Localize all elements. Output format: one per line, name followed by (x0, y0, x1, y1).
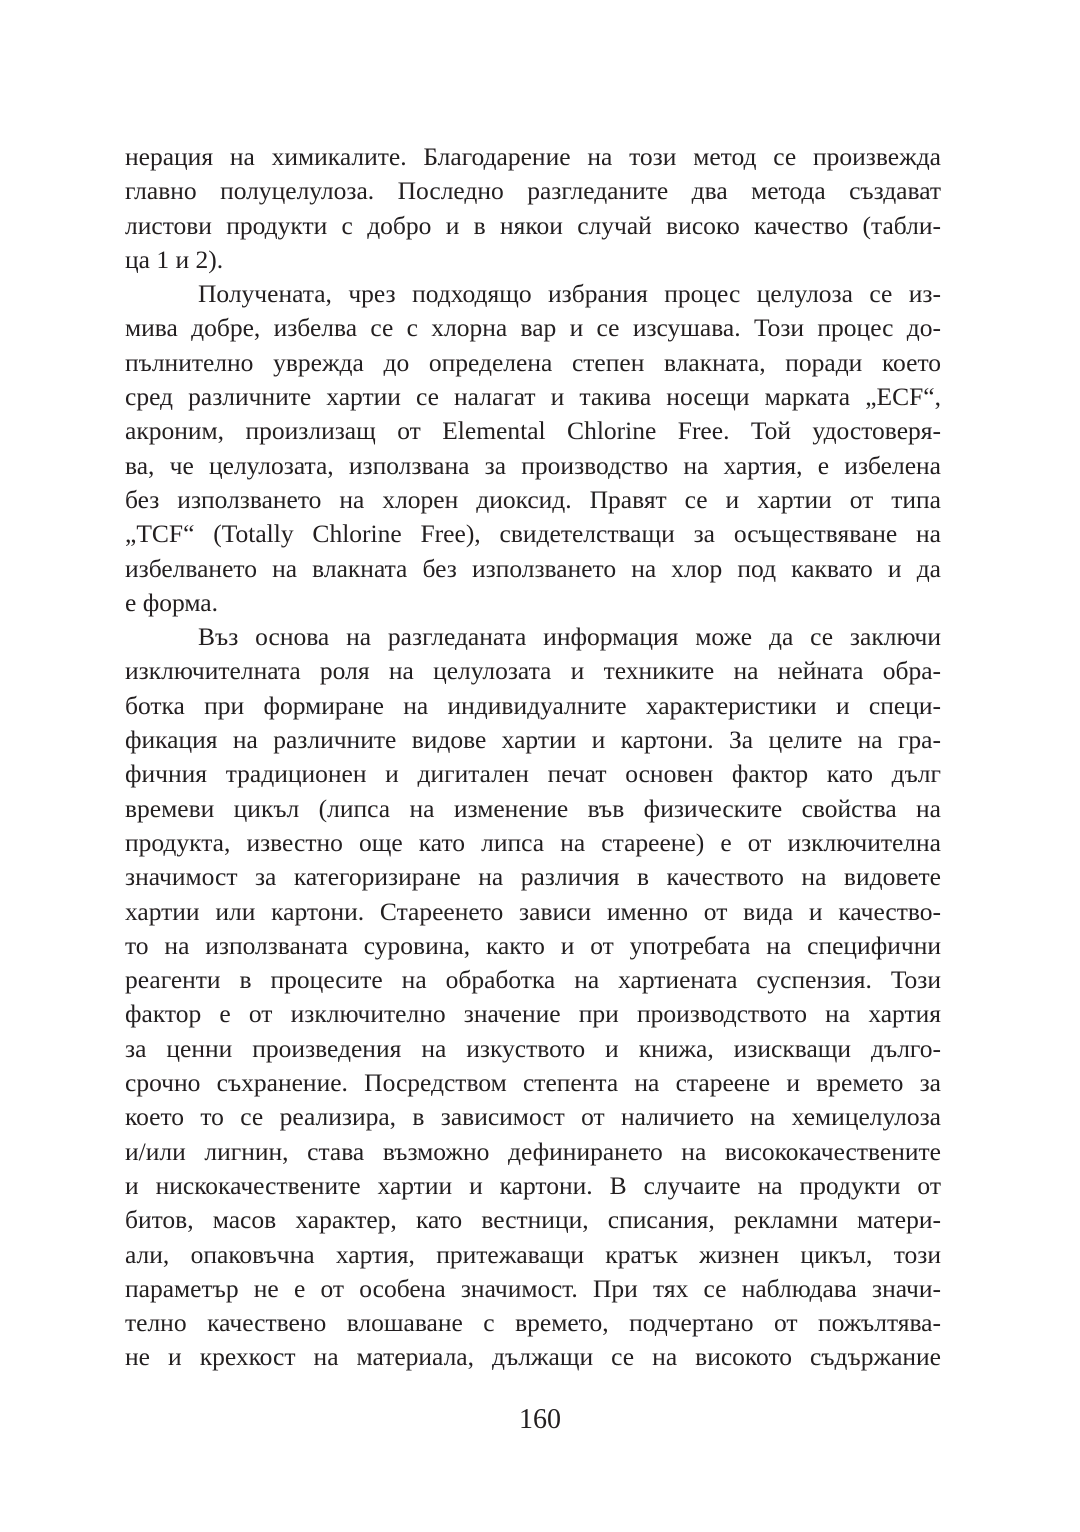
text-line: не и крехкост на материала, дължащи се на високото съдържание (125, 1342, 941, 1372)
text-line: реагенти в процесите на обработка на хартиената суспензия. Този (125, 965, 941, 995)
text-line: и нискокачествените хартии и картони. В случаите на продукти от (125, 1170, 941, 1200)
text-line: Въз основа на разгледаната информация може да се заключи (198, 622, 941, 652)
text-line: фактор е от изключително значение при производството на хартия (125, 999, 941, 1029)
text-line: ботка при формиране на индивидуалните характеристики и специ- (125, 690, 941, 720)
text-line: без използването на хлорен диоксид. Правят се и хартии от типа (125, 484, 941, 514)
paragraph (125, 620, 941, 1375)
text-line: избелването на влакната без използването на хлор под каквато и да (125, 553, 941, 583)
text-line: „TCF“ (Totally Chlorine Free), свидетелстващи за осъществяване на (125, 519, 941, 549)
text-line: изключителната роля на целулозата и техниките на нейната обра- (125, 656, 941, 686)
text-line: времеви цикъл (липса на изменение във физическите свойства на (125, 793, 941, 823)
text-line: акроним, произлизащ от Elemental Chlorine Free. Той удостоверя- (125, 416, 941, 446)
text-line: продукта, известно още като липса на стареене) е от изключителна (125, 827, 941, 857)
text-line: главно полуцелулоза. Последно разгледаните два метода създават (125, 176, 941, 206)
text-line: нерация на химикалите. Благодарение на този метод се произвежда (125, 142, 941, 171)
text-line: мива добре, избелва се с хлорна вар и се изсушава. Този процес до- (125, 313, 941, 343)
text-line: срочно съхранение. Посредством степента на стареене и времето за (125, 1068, 941, 1098)
text-line: хартии или картони. Стареенето зависи именно от вида и качество- (125, 896, 941, 926)
page-number: 160 (519, 1404, 561, 1435)
text-line: Получената, чрез подходящо избрания процес целулоза се из- (198, 279, 941, 309)
paragraph (125, 140, 941, 277)
text-line: параметър не е от особена значимост. При тях се наблюдава значи- (125, 1273, 941, 1303)
text-line: фикация на различните видове хартии и картони. За целите на гра- (125, 725, 941, 755)
body-text (125, 140, 941, 1375)
text-line: битов, масов характер, като вестници, списания, рекламни матери- (125, 1205, 941, 1235)
text-line: ва, че целулозата, използвана за производство на хартия, е избелена (125, 450, 941, 480)
text-line: което то се реализира, в зависимост от наличието на хемицелулоза (125, 1102, 941, 1132)
text-line: ца 1 и 2). (125, 244, 224, 274)
text-line: листови продукти с добро и в някои случай високо качество (табли- (125, 210, 941, 240)
text-line: и/или лигнин, става възможно дефинирането на висококачествените (125, 1136, 941, 1166)
paragraph (125, 277, 941, 620)
text-line: али, опаковъчна хартия, притежаващи кратък жизнен цикъл, този (125, 1239, 941, 1269)
text-line: телно качествено влошаване с времето, подчертано от пожълтява- (125, 1308, 941, 1338)
text-line: за ценни произведения на изкуството и книжа, изискващи дълго- (125, 1033, 941, 1063)
text-line: е форма. (125, 587, 218, 617)
text-line: то на използваната суровина, както и от употребата на специфични (125, 930, 941, 960)
text-line: пълнително уврежда до определена степен влакната, поради което (125, 347, 941, 377)
text-line: сред различните хартии се налагат и такива носещи марката „ECF“, (125, 382, 941, 412)
text-line: значимост за категоризиране на различия в качеството на видовете (125, 862, 941, 892)
text-line: фичния традиционен и дигитален печат основен фактор като дълг (125, 759, 941, 789)
